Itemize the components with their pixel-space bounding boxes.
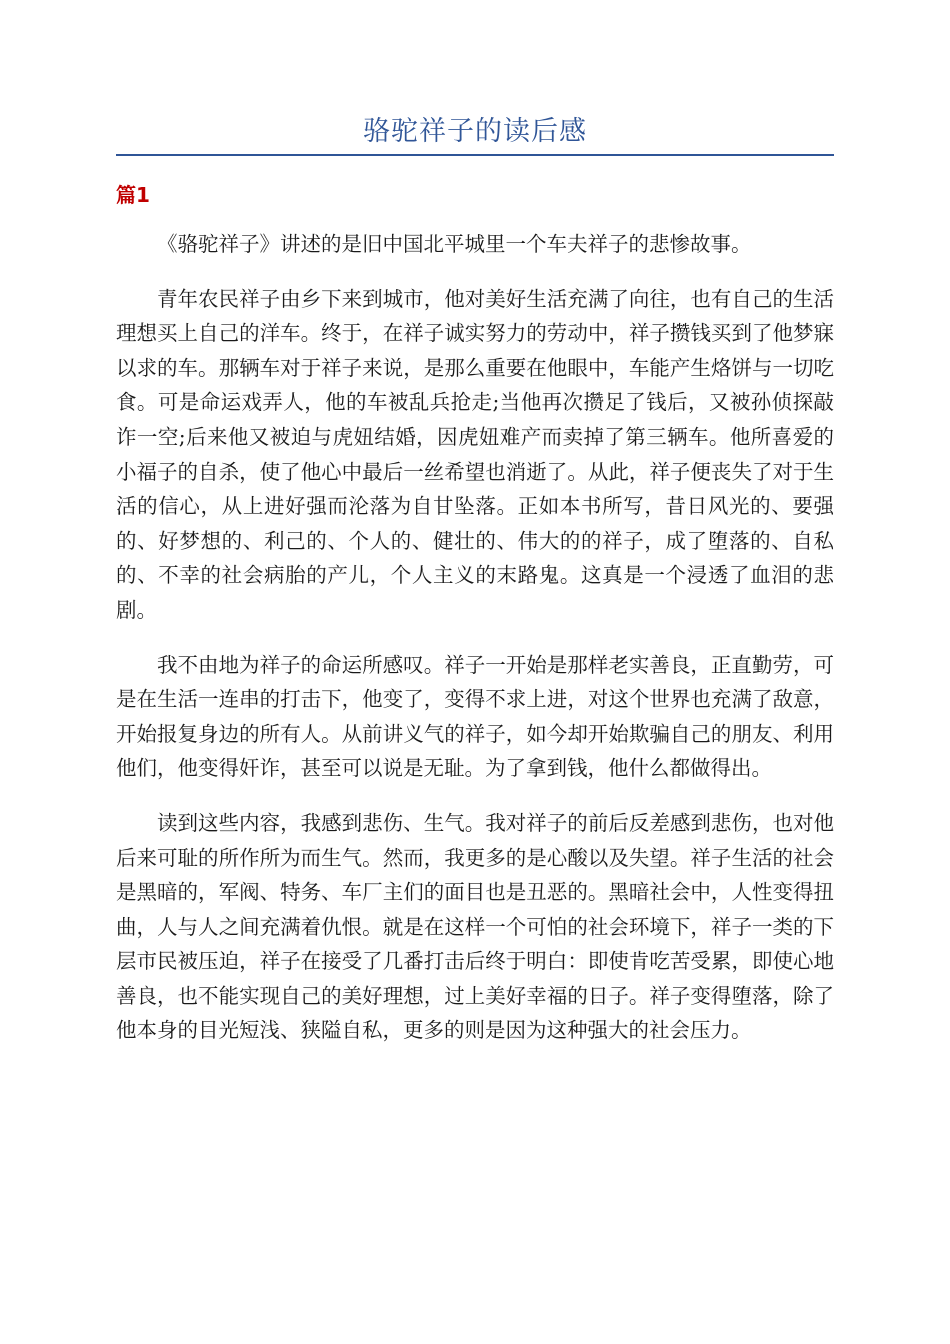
- paragraph-4: 读到这些内容，我感到悲伤、生气。我对祥子的前后反差感到悲伤，也对他后来可耻的所作所为而生气。然而，我更多的是心酸以及失望。祥子生活的社会是黑暗的，军阀、特务、车厂主们的面目也是丑恶的。黑暗社会中，人性变得扭曲，人与人之间充满着仇恨。就是在这样一个可怕的社会环境下，祥子一类的下层市民被压迫，祥子在接受了几番打击后终于明白：即使肯吃苦受累，即使心地善良，也不能实现自己的美好理想，过上美好幸福的日子。祥子变得堕落，除了他本身的目光短浅、狭隘自私，更多的则是因为这种强大的社会压力。: [116, 810, 834, 1043]
- paragraph-3: 我不由地为祥子的命运所感叹。祥子一开始是那样老实善良，正直勤劳，可是在生活一连串的打击下，他变了，变得不求上进，对这个世界也充满了敌意，开始报复身边的所有人。从前讲义气的祥子，如今却开始欺骗自己的朋友、利用他们，他变得奸诈，甚至可以说是无耻。为了拿到钱，他什么都做得出。: [116, 652, 834, 781]
- title-underline-divider: [116, 154, 834, 156]
- document-body: [116, 227, 834, 1068]
- section-heading: 篇1: [116, 183, 150, 207]
- document-title: 骆驼祥子的读后感: [363, 116, 587, 147]
- paragraph-2: 青年农民祥子由乡下来到城市，他对美好生活充满了向往，也有自己的生活理想买上自己的洋车。终于，在祥子诚实努力的劳动中，祥子攒钱买到了他梦寐以求的车。那辆车对于祥子来说，是那么重要在他眼中，车能产生烙饼与一切吃食。可是命运戏弄人，他的车被乱兵抢走;当他再次攒足了钱后，又被孙侦探敲诈一空;后来他又被迫与虎妞结婚，因虎妞难产而卖掉了第三辆车。他所喜爱的小福子的自杀，使了他心中最后一丝希望也消逝了。从此，祥子便丧失了对于生活的信心，从上进好强而沦落为自甘坠落。正如本书所写，昔日风光的、要强的、好梦想的、利己的、个人的、健壮的、伟大的的祥子，成了堕落的、自私的、不幸的社会病胎的产儿，个人主义的末路鬼。这真是一个浸透了血泪的悲剧。: [116, 286, 834, 622]
- paragraph-1: 《骆驼祥子》讲述的是旧中国北平城里一个车夫祥子的悲惨故事。: [157, 232, 752, 256]
